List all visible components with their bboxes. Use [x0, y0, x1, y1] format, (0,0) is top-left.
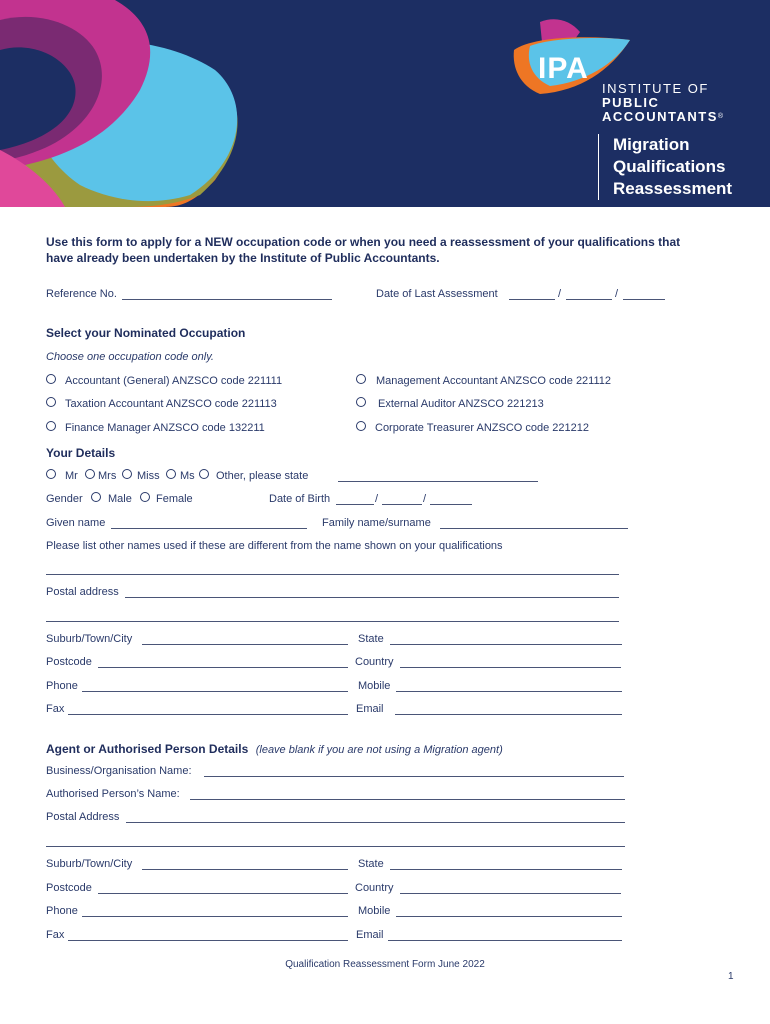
mobile-field[interactable]	[396, 691, 622, 692]
org-name-line1: INSTITUTE OF	[602, 81, 709, 96]
agent-postcode-field[interactable]	[98, 893, 348, 894]
occupation-radio[interactable]	[356, 374, 366, 384]
suburb-field[interactable]	[142, 644, 348, 645]
date-slash: /	[615, 288, 619, 300]
page-number: 1	[728, 971, 734, 982]
agent-fax-field[interactable]	[68, 940, 348, 941]
agent-heading-row	[46, 740, 503, 758]
gender-radio[interactable]	[140, 492, 150, 502]
title-radio[interactable]	[122, 469, 132, 479]
dob-year-field[interactable]	[430, 504, 472, 505]
intro-line1: Use this form to apply for a NEW occupation code or when you need a reassessment of your qualifications that	[46, 235, 681, 249]
family-name-field[interactable]	[440, 528, 628, 529]
title-radio[interactable]	[166, 469, 176, 479]
suburb-label: Suburb/Town/City	[46, 633, 133, 645]
occupation-option-label: Corporate Treasurer ANZSCO code 221212	[375, 422, 590, 434]
authorised-person-label: Authorised Person’s Name:	[46, 788, 180, 800]
agent-suburb-label: Suburb/Town/City	[46, 858, 133, 870]
agent-country-field[interactable]	[400, 893, 621, 894]
reference-field[interactable]	[122, 299, 332, 300]
phone-label: Phone	[46, 680, 78, 692]
occupation-radio[interactable]	[46, 374, 56, 384]
agent-suburb-field[interactable]	[142, 869, 348, 870]
last-assessment-month-field[interactable]	[566, 299, 612, 300]
country-label: Country	[355, 656, 394, 668]
occupation-option-label: Finance Manager ANZSCO code 132211	[65, 422, 265, 434]
agent-email-label: Email	[356, 929, 384, 941]
occupation-option-label: Management Accountant ANZSCO code 221112	[376, 375, 612, 387]
dob-day-field[interactable]	[336, 504, 374, 505]
dob-slash: /	[423, 493, 427, 505]
header-banner	[0, 0, 770, 207]
business-name-label: Business/Organisation Name:	[46, 765, 192, 777]
last-assessment-year-field[interactable]	[623, 299, 665, 300]
form-title-line3: Reassessment	[613, 179, 733, 198]
agent-fax-label: Fax	[46, 929, 65, 941]
title-label: Mr	[65, 470, 78, 482]
agent-mobile-field[interactable]	[396, 916, 622, 917]
last-assessment-day-field[interactable]	[509, 299, 555, 300]
title-label: Other, please state	[216, 470, 309, 482]
email-field[interactable]	[395, 714, 622, 715]
postal-address-label: Postal address	[46, 586, 119, 598]
details-heading: Your Details	[46, 446, 116, 460]
state-field[interactable]	[390, 644, 622, 645]
org-name-line2: PUBLIC	[602, 95, 660, 110]
reference-label: Reference No.	[46, 288, 117, 300]
postcode-field[interactable]	[98, 667, 348, 668]
email-label: Email	[356, 703, 384, 715]
agent-state-field[interactable]	[390, 869, 622, 870]
agent-postal-address-label: Postal Address	[46, 811, 120, 823]
agent-heading: Agent or Authorised Person Details	[46, 742, 249, 756]
agent-country-label: Country	[355, 882, 394, 894]
mobile-label: Mobile	[358, 680, 391, 692]
occupation-heading: Select your Nominated Occupation	[46, 326, 246, 340]
org-name	[602, 82, 723, 124]
family-name-label: Family name/surname	[322, 517, 431, 529]
other-names-field[interactable]	[46, 574, 619, 575]
other-title-field[interactable]	[338, 481, 538, 482]
occupation-radio[interactable]	[46, 397, 56, 407]
postal-address-field[interactable]	[125, 597, 619, 598]
title-label: Ms	[180, 470, 195, 482]
agent-phone-label: Phone	[46, 905, 78, 917]
authorised-person-field[interactable]	[190, 799, 625, 800]
occupation-option-label: Taxation Accountant ANZSCO code 221113	[65, 398, 277, 410]
dob-label: Date of Birth	[269, 493, 331, 505]
given-name-label: Given name	[46, 517, 106, 529]
title-radio[interactable]	[85, 469, 95, 479]
agent-postal-address-field[interactable]	[126, 822, 625, 823]
form-title-line1: Migration	[613, 135, 690, 154]
occupation-instruction: Choose one occupation code only.	[46, 351, 214, 363]
agent-postcode-label: Postcode	[46, 882, 92, 894]
gender-radio[interactable]	[91, 492, 101, 502]
intro-line2: have already been undertaken by the Institute of Public Accountants.	[46, 251, 440, 265]
phone-field[interactable]	[82, 691, 348, 692]
logo-text: IPA	[538, 52, 589, 85]
postcode-label: Postcode	[46, 656, 92, 668]
dob-slash: /	[375, 493, 379, 505]
country-field[interactable]	[400, 667, 621, 668]
gender-option-label: Male	[108, 493, 132, 505]
title-radio[interactable]	[46, 469, 56, 479]
footer-form-name: Qualification Reassessment Form June 2022	[285, 959, 485, 970]
date-slash: /	[558, 288, 562, 300]
gender-label: Gender	[46, 493, 83, 505]
last-assessment-label: Date of Last Assessment	[376, 288, 498, 300]
dob-month-field[interactable]	[382, 504, 422, 505]
postal-address-field-line2[interactable]	[46, 621, 619, 622]
registered-mark: ®	[717, 113, 724, 120]
occupation-radio[interactable]	[46, 421, 56, 431]
occupation-radio[interactable]	[356, 421, 366, 431]
org-name-line3: ACCOUNTANTS	[602, 109, 718, 124]
business-name-field[interactable]	[204, 776, 624, 777]
given-name-field[interactable]	[111, 528, 307, 529]
agent-state-label: State	[358, 858, 384, 870]
occupation-option-label: External Auditor ANZSCO 221213	[378, 398, 544, 410]
state-label: State	[358, 633, 384, 645]
agent-phone-field[interactable]	[82, 916, 348, 917]
title-label: Mrs	[98, 470, 117, 482]
agent-mobile-label: Mobile	[358, 905, 391, 917]
other-names-note: Please list other names used if these are different from the name shown on your qualifications	[46, 540, 503, 552]
fax-field[interactable]	[68, 714, 348, 715]
form-title-line2: Qualifications	[613, 157, 726, 176]
agent-email-field[interactable]	[388, 940, 622, 941]
occupation-option-label: Accountant (General) ANZSCO code 221111	[65, 375, 283, 387]
fax-label: Fax	[46, 703, 65, 715]
agent-note: (leave blank if you are not using a Migration agent)	[255, 744, 503, 756]
title-radio[interactable]	[199, 469, 209, 479]
agent-postal-address-field-line2[interactable]	[46, 846, 625, 847]
form-title	[598, 134, 770, 200]
gender-option-label: Female	[156, 493, 193, 505]
title-label: Miss	[137, 470, 160, 482]
occupation-radio[interactable]	[356, 397, 366, 407]
